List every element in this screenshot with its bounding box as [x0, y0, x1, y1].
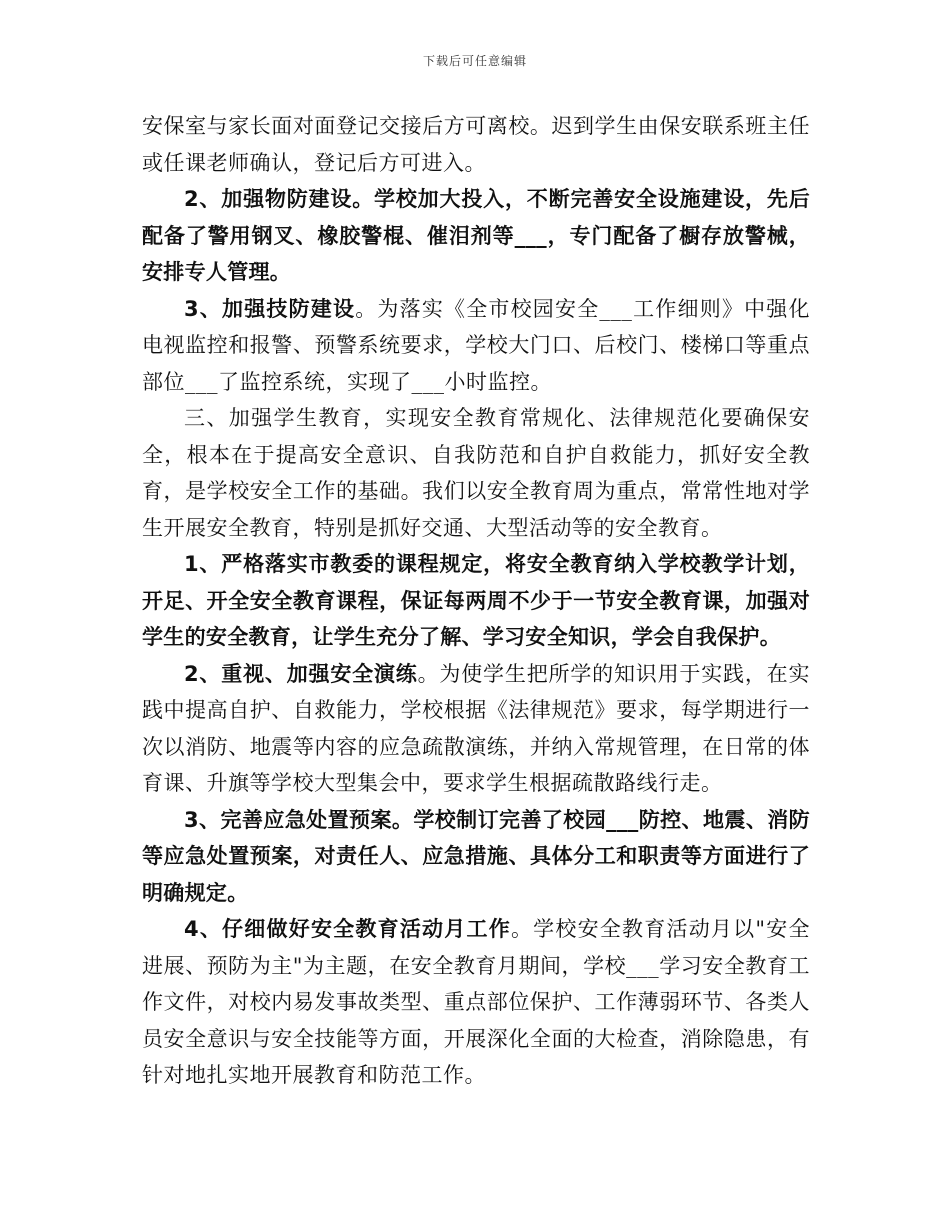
paragraph-emergency-plan: [142, 802, 810, 912]
document-body: [142, 108, 810, 1094]
paragraph-text: 三、加强学生教育，实现安全教育常规化、法律规范化要确保安全，根本在于提高安全意识、自我防范和自护自救能力，抓好安全教育，是学校安全工作的基础。我们以安全教育周为重点，常常性地对学生开展安全教育，特别是抓好交通、大型活动等的安全教育。: [142, 406, 810, 540]
paragraph-text: 2、加强物防建设。学校加大投入，不断完善安全设施建设，先后配备了警用钢叉、橡胶警棍、催泪剂等___，专门配备了橱存放警械，安排专人管理。: [142, 187, 810, 284]
paragraph-activity-month: [142, 911, 810, 1094]
paragraph-lead: 3、加强技防建设: [184, 296, 356, 321]
paragraph-curriculum: [142, 546, 810, 656]
paragraph-text: 。为使学生把所学的知识用于实践，在实践中提高自护、自救能力，学校根据《法律规范》要求，每学期进行一次以消防、地震等内容的应急疏散演练，并纳入常规管理，在日常的体育课、升旗等学校大型集会中，要求学生根据疏散路线行走。: [142, 661, 810, 795]
page-header: 下载后可任意编辑: [422, 54, 527, 68]
paragraph-lead: 2、重视、加强安全演练: [184, 661, 418, 686]
paragraph-technical-defense: [142, 291, 810, 401]
paragraph-text: 。学校安全教育活动月以"安全进展、预防为主"为主题，在安全教育月期间，学校___学习安全教育工作文件，对校内易发事故类型、重点部位保护、工作薄弱环节、各类人员安全意识与安全技能等方面，开展深化全面的大检查，消除隐患，有针对地扎实地开展教育和防范工作。: [142, 917, 810, 1087]
paragraph-continuation: [142, 108, 810, 181]
paragraph-safety-drill: [142, 656, 810, 802]
paragraph-text: 3、完善应急处置预案。学校制订完善了校园___防控、地震、消防等应急处置预案，对责任人、应急措施、具体分工和职责等方面进行了明确规定。: [142, 807, 810, 905]
paragraph-lead: 4、仔细做好安全教育活动月工作: [184, 917, 511, 941]
paragraph-text: 1、严格落实市教委的课程规定，将安全教育纳入学校教学计划，开足、开全安全教育课程，保证每两周不少于一节安全教育课，加强对学生的安全教育，让学生充分了解、学习安全知识，学会自我保护。: [142, 552, 810, 649]
paragraph-text: 安保室与家长面对面登记交接后方可离校。迟到学生由保安联系班主任或任课老师确认，登记后方可进入。: [142, 114, 810, 175]
paragraph-student-education: [142, 400, 810, 546]
paragraph-text: 。为落实《全市校园安全___工作细则》中强化电视监控和报警、预警系统要求，学校大门口、后校门、楼梯口等重点部位___了监控系统，实现了___小时监控。: [142, 296, 810, 394]
paragraph-physical-defense: [142, 181, 810, 291]
